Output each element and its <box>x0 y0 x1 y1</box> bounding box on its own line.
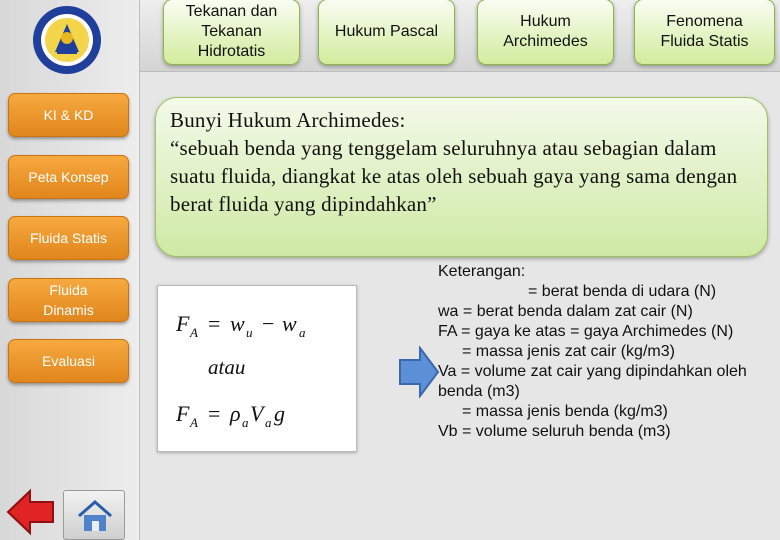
svg-text:w: w <box>282 311 297 336</box>
svg-text:A: A <box>190 325 198 340</box>
svg-text:a: a <box>265 415 272 430</box>
tab-label: Tekanan dan Tekanan Hidrotatis <box>185 3 278 60</box>
archimedes-law-statement <box>155 97 768 257</box>
svg-text:g: g <box>274 401 285 426</box>
legend-title: Keterangan: <box>438 263 526 280</box>
university-logo <box>30 4 104 76</box>
legend-row-rho-a: = massa jenis zat cair (kg/m3) <box>462 343 675 360</box>
svg-text:ρ: ρ <box>230 401 241 426</box>
statement-heading: Bunyi Hukum Archimedes: <box>170 108 406 132</box>
home-icon <box>77 499 113 533</box>
sidebar-item-fluida-dinamis[interactable] <box>8 278 129 322</box>
legend-panel <box>438 262 758 442</box>
tab-tekanan-hidrotatis[interactable] <box>163 0 300 65</box>
legend-row-wa: wa = berat benda dalam zat cair (N) <box>438 303 693 320</box>
legend-row-fa: FA = gaya ke atas = gaya Archimedes (N) <box>438 323 734 340</box>
svg-text:w: w <box>230 311 245 336</box>
sidebar-item-label: KI & KD <box>43 107 94 123</box>
formula-graphic <box>158 286 358 453</box>
sidebar-item-label: Fluida Statis <box>29 230 108 246</box>
tab-hukum-pascal[interactable] <box>318 0 455 65</box>
home-button[interactable] <box>63 490 125 540</box>
svg-text:A: A <box>190 415 198 430</box>
formula-panel <box>157 285 357 452</box>
sidebar-item-peta-konsep[interactable] <box>8 155 129 199</box>
legend-row-wu: = berat benda di udara (N) <box>528 283 717 300</box>
back-arrow-icon[interactable] <box>6 488 56 536</box>
tab-label: Hukum Archimedes <box>503 13 588 50</box>
formula-connector: atau <box>208 355 246 379</box>
svg-text:u: u <box>246 325 253 340</box>
sidebar-item-ki-kd[interactable] <box>8 93 129 137</box>
svg-text:F: F <box>176 311 190 336</box>
sidebar-item-label: Fluida Dinamis <box>43 282 94 318</box>
legend-row-vb: Vb = volume seluruh benda (m3) <box>438 423 671 440</box>
svg-text:a: a <box>299 325 306 340</box>
sidebar-item-label: Peta Konsep <box>28 169 109 185</box>
tab-fenomena-fluida-statis[interactable] <box>634 0 775 65</box>
svg-text:=: = <box>208 311 221 336</box>
sidebar <box>0 0 140 540</box>
right-arrow-icon <box>398 346 440 398</box>
sidebar-item-fluida-statis[interactable] <box>8 216 129 260</box>
sidebar-item-evaluasi[interactable] <box>8 339 129 383</box>
tab-hukum-archimedes[interactable] <box>477 0 614 65</box>
statement-text: “sebuah benda yang tenggelam seluruhnya atau sebagian dalam suatu fluida, diangkat ke atas oleh sebuah gaya yang sama dengan berat fluida yang dipindahkan” <box>170 136 738 216</box>
legend-row-va: Va = volume zat cair yang dipindahkan oleh benda (m3) <box>438 363 747 400</box>
svg-text:a: a <box>242 415 249 430</box>
svg-text:V: V <box>250 401 264 426</box>
svg-text:=: = <box>208 401 221 426</box>
legend-row-rho-b: = massa jenis benda (kg/m3) <box>462 403 668 420</box>
tab-label: Hukum Pascal <box>334 23 439 40</box>
svg-text:F: F <box>176 401 190 426</box>
sidebar-item-label: Evaluasi <box>42 353 95 369</box>
tab-label: Fenomena Fluida Statis <box>660 13 749 50</box>
svg-text:−: − <box>262 311 275 336</box>
